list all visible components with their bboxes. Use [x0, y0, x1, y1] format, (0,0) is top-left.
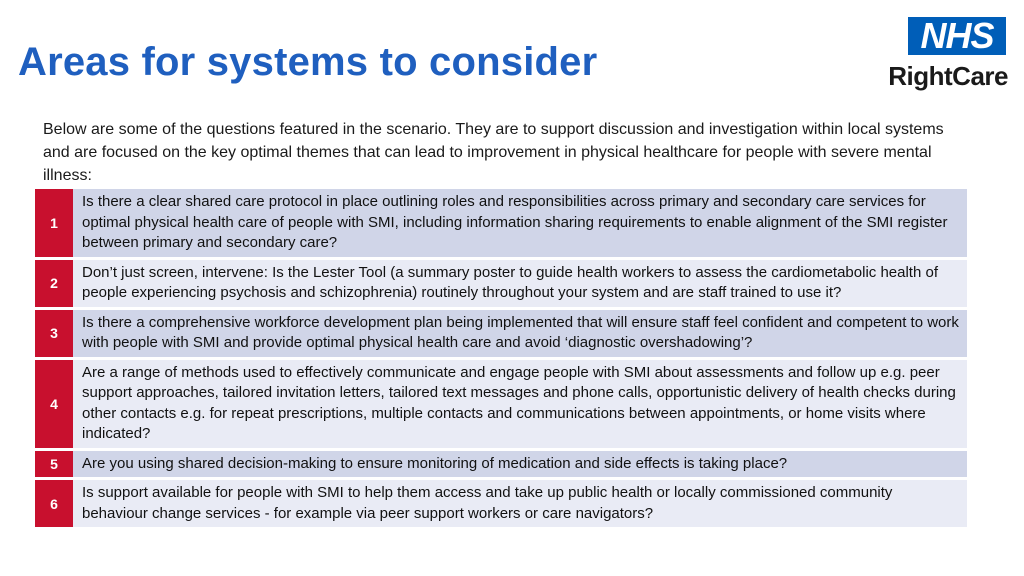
- table-row: [35, 360, 967, 448]
- nhs-logo: NHS: [908, 17, 1006, 55]
- row-number: 5: [35, 451, 73, 478]
- nhs-rightcare-logo: [878, 17, 1008, 97]
- table-row: [35, 310, 967, 357]
- row-number: 4: [35, 360, 73, 448]
- page-title: Areas for systems to consider: [18, 40, 598, 84]
- row-text: Is there a comprehensive workforce development plan being implemented that will ensure staff feel confident and competent to work with people with SMI and provide optimal physical health care and avoid ‘diagnostic overshadowing’?: [73, 310, 967, 357]
- row-text: Is support available for people with SMI to help them access and take up public health or locally commissioned community behaviour change services - for example via peer support workers or care navigators?: [73, 480, 967, 527]
- table-row: [35, 451, 967, 478]
- row-text: Is there a clear shared care protocol in place outlining roles and responsibilities across primary and secondary care services for optimal physical health care of people with SMI, including information sharing requirements to enable alignment of the SMI register between primary and secondary care?: [73, 189, 967, 257]
- row-number: 1: [35, 189, 73, 257]
- rightcare-logo-text: RightCare: [888, 61, 1008, 91]
- row-number: 3: [35, 310, 73, 357]
- row-text: Are a range of methods used to effectively communicate and engage people with SMI about assessments and follow up e.g. peer support approaches, tailored invitation letters, tailored text messages and phone calls, opportunistic delivery of health checks during other contacts e.g. for repeat prescriptions, multiple contacts and communications between appointments, or home visits where indicated?: [73, 360, 967, 448]
- table-row: [35, 189, 967, 257]
- table-row: [35, 480, 967, 527]
- row-text: Don’t just screen, intervene: Is the Lester Tool (a summary poster to guide health workers to assess the cardiometabolic health of people experiencing psychosis and schizophrenia) routinely throughout your system and are staff trained to use it?: [73, 260, 967, 307]
- row-number: 6: [35, 480, 73, 527]
- row-text: Are you using shared decision-making to ensure monitoring of medication and side effects is taking place?: [73, 451, 967, 478]
- row-number: 2: [35, 260, 73, 307]
- questions-table: [35, 189, 967, 530]
- table-row: [35, 260, 967, 307]
- intro-paragraph: Below are some of the questions featured in the scenario. They are to support discussion and investigation within local systems and are focused on the key optimal themes that can lead to improvement in physical healthcare for people with severe mental illness:: [43, 121, 944, 184]
